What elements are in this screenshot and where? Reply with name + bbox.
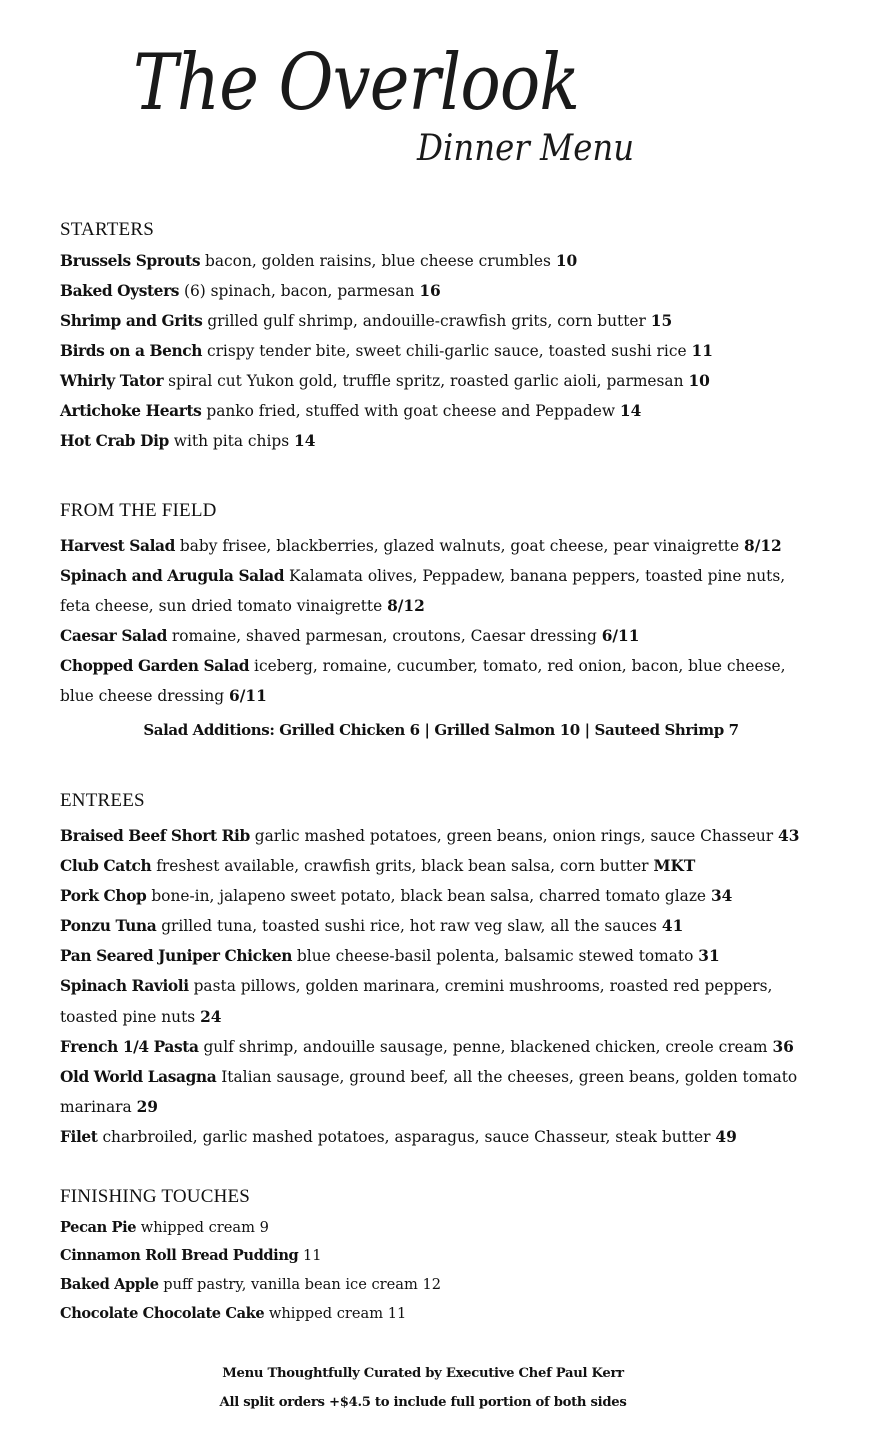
item-description: pasta pillows, golden marinara, cremini mushrooms, roasted red peppers, xyxy=(193,977,773,995)
split-order-note: All split orders +$4.5 to include full portion of both sides xyxy=(219,1395,627,1410)
section-title-entrees: ENTREES xyxy=(60,790,145,811)
item-price: 31 xyxy=(698,947,720,965)
menu-item xyxy=(60,569,840,584)
item-name: Baked Apple xyxy=(60,1276,159,1293)
item-price: 6/11 xyxy=(229,687,267,705)
menu-item xyxy=(60,539,840,554)
section-title-field: FROM THE FIELD xyxy=(60,500,217,521)
menu-item xyxy=(60,374,840,389)
item-name: Ponzu Tuna xyxy=(60,917,157,935)
item-name: French 1/4 Pasta xyxy=(60,1038,199,1056)
menu-item xyxy=(60,1040,840,1055)
menu-item-continued xyxy=(60,1010,840,1025)
item-description: Italian sausage, ground beef, all the cheeses, green beans, golden tomato xyxy=(221,1068,798,1086)
item-name: Harvest Salad xyxy=(60,537,175,555)
item-price: 14 xyxy=(294,432,316,450)
item-description: blue cheese dressing xyxy=(60,687,225,705)
menu-item xyxy=(60,1278,840,1293)
item-description: gulf shrimp, andouille sausage, penne, blackened chicken, creole cream xyxy=(203,1038,768,1056)
restaurant-title: The Overlook xyxy=(133,38,580,128)
item-description: romaine, shaved parmesan, croutons, Caesar dressing xyxy=(171,627,597,645)
item-price: 8/12 xyxy=(387,597,425,615)
item-description: toasted pine nuts xyxy=(60,1008,196,1026)
item-name: Hot Crab Dip xyxy=(60,432,169,450)
item-description: (6) spinach, bacon, parmesan xyxy=(183,282,415,300)
menu-item xyxy=(60,434,840,449)
item-name: Shrimp and Grits xyxy=(60,312,203,330)
menu-item xyxy=(60,979,840,994)
item-description: blue cheese-basil polenta, balsamic stewed tomato xyxy=(296,947,694,965)
item-name: Old World Lasagna xyxy=(60,1068,217,1086)
menu-item xyxy=(60,254,840,269)
item-price: 49 xyxy=(715,1128,737,1146)
item-description: grilled gulf shrimp, andouille-crawfish grits, corn butter xyxy=(207,312,646,330)
item-name: Caesar Salad xyxy=(60,627,167,645)
item-price: 34 xyxy=(710,887,733,905)
menu-item xyxy=(60,949,840,964)
item-price: 29 xyxy=(136,1098,158,1116)
item-price: MKT xyxy=(653,857,696,875)
item-price: 6/11 xyxy=(601,627,640,645)
menu-item xyxy=(60,1307,840,1322)
item-name: Cinnamon Roll Bread Pudding xyxy=(60,1247,299,1264)
item-description: panko fried, stuffed with goat cheese and Peppadew xyxy=(206,402,615,420)
item-name: Pork Chop xyxy=(60,887,147,905)
item-price: 15 xyxy=(650,312,673,330)
menu-header xyxy=(0,0,876,200)
item-price: 9 xyxy=(259,1219,269,1236)
item-price: 24 xyxy=(200,1008,222,1026)
menu-item xyxy=(60,659,840,674)
item-name: Artichoke Hearts xyxy=(60,402,202,420)
menu-item xyxy=(60,629,840,644)
item-price: 36 xyxy=(772,1038,794,1056)
item-description: bacon, golden raisins, blue cheese crumbles xyxy=(205,252,551,270)
item-price: 10 xyxy=(688,372,710,390)
menu-item xyxy=(60,1130,840,1145)
item-description: Kalamata olives, Peppadew, banana peppers, toasted pine nuts, xyxy=(289,567,786,585)
item-description: crispy tender bite, sweet chili-garlic sauce, toasted sushi rice xyxy=(206,342,687,360)
item-description: marinara xyxy=(60,1098,132,1116)
item-description: garlic mashed potatoes, green beans, onion rings, sauce Chasseur xyxy=(254,827,774,845)
item-description: bone-in, jalapeno sweet potato, black bean salsa, charred tomato glaze xyxy=(151,887,707,905)
item-name: Brussels Sprouts xyxy=(60,252,201,270)
item-price: 11 xyxy=(302,1247,322,1264)
menu-item xyxy=(60,1070,840,1085)
menu-item xyxy=(60,859,840,874)
item-name: Spinach Ravioli xyxy=(60,977,189,995)
item-description: baby frisee, blackberries, glazed walnuts, goat cheese, pear vinaigrette xyxy=(179,537,740,555)
item-name: Chocolate Chocolate Cake xyxy=(60,1305,265,1322)
item-description: grilled tuna, toasted sushi rice, hot raw veg slaw, all the sauces xyxy=(161,917,657,935)
menu-item xyxy=(60,919,840,934)
menu-item-continued xyxy=(60,599,840,614)
menu-item xyxy=(60,314,840,329)
item-price: 43 xyxy=(778,827,800,845)
item-name: Birds on a Bench xyxy=(60,342,203,360)
item-name: Pecan Pie xyxy=(60,1219,137,1236)
menu-item xyxy=(60,1249,840,1264)
item-name: Filet xyxy=(60,1128,98,1146)
item-price: 14 xyxy=(619,402,642,420)
item-name: Whirly Tator xyxy=(60,372,164,390)
section-title-starters: STARTERS xyxy=(60,219,154,240)
section-title-finishing: FINISHING TOUCHES xyxy=(60,1186,251,1207)
chef-credit: Menu Thoughtfully Curated by Executive Chef Paul Kerr xyxy=(222,1366,624,1381)
menu-subtitle: Dinner Menu xyxy=(417,128,635,169)
item-description: feta cheese, sun dried tomato vinaigrette xyxy=(60,597,383,615)
menu-item-continued xyxy=(60,689,840,704)
item-description: whipped cream xyxy=(140,1219,255,1236)
item-price: 12 xyxy=(422,1276,442,1293)
item-price: 11 xyxy=(387,1305,407,1322)
item-name: Spinach and Arugula Salad xyxy=(60,567,285,585)
item-name: Braised Beef Short Rib xyxy=(60,827,250,845)
menu-item xyxy=(60,889,840,904)
item-name: Baked Oysters xyxy=(60,282,180,300)
item-price: 10 xyxy=(555,252,578,270)
item-price: 16 xyxy=(419,282,441,300)
menu-item xyxy=(60,829,840,844)
menu-item xyxy=(60,1221,840,1236)
item-description: charbroiled, garlic mashed potatoes, asparagus, sauce Chasseur, steak butter xyxy=(102,1128,711,1146)
menu-item xyxy=(60,404,840,419)
item-name: Chopped Garden Salad xyxy=(60,657,250,675)
item-description: whipped cream xyxy=(268,1305,384,1322)
salad-additions: Salad Additions: Grilled Chicken 6 | Grilled Salmon 10 | Sauteed Shrimp 7 xyxy=(143,721,739,739)
item-name: Club Catch xyxy=(60,857,152,875)
item-price: 41 xyxy=(661,917,684,935)
item-description: puff pastry, vanilla bean ice cream xyxy=(163,1276,418,1293)
item-price: 8/12 xyxy=(744,537,782,555)
item-description: with pita chips xyxy=(173,432,290,450)
item-name: Pan Seared Juniper Chicken xyxy=(60,947,293,965)
menu-item-continued xyxy=(60,1100,840,1115)
item-description: spiral cut Yukon gold, truffle spritz, roasted garlic aioli, parmesan xyxy=(168,372,684,390)
menu-item xyxy=(60,344,840,359)
item-description: iceberg, romaine, cucumber, tomato, red onion, bacon, blue cheese, xyxy=(254,657,786,675)
item-description: freshest available, crawfish grits, black bean salsa, corn butter xyxy=(156,857,649,875)
item-price: 11 xyxy=(691,342,713,360)
menu-item xyxy=(60,284,840,299)
